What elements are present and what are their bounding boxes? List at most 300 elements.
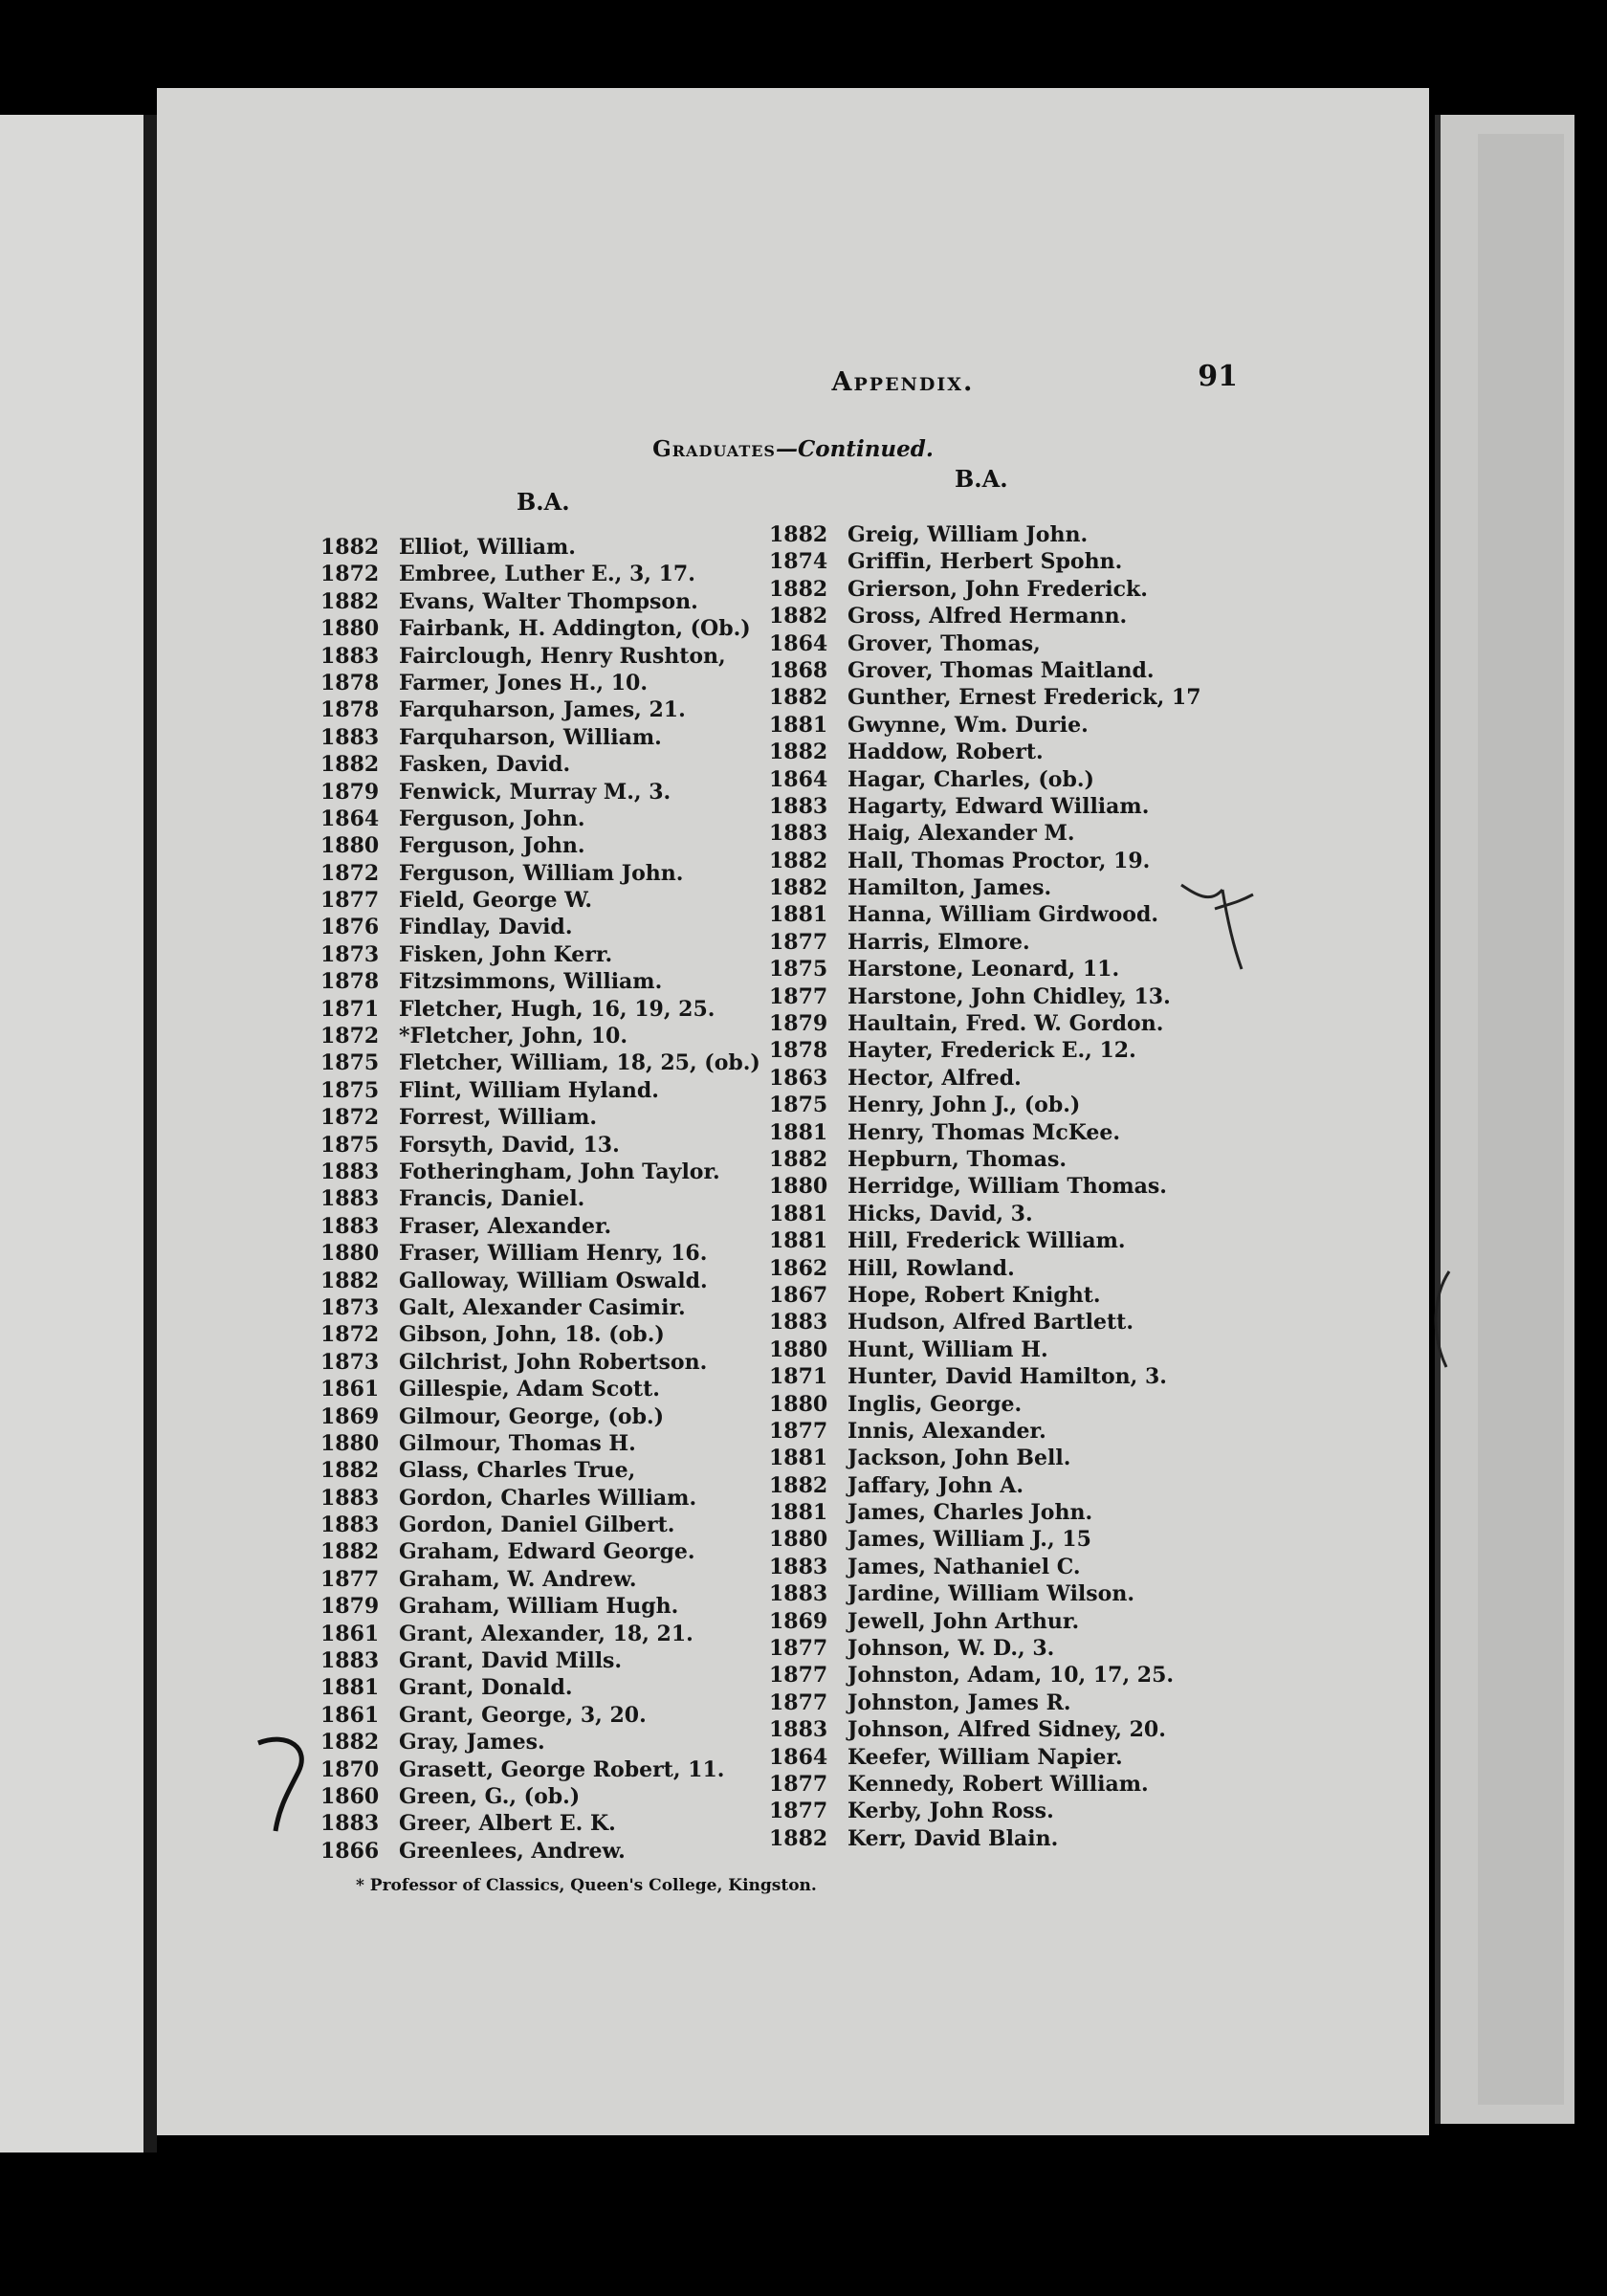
list-item — [769, 657, 1219, 684]
graduation-year: 1872 — [320, 1105, 380, 1131]
graduation-year: 1864 — [769, 1744, 828, 1770]
list-item — [320, 1838, 770, 1865]
list-item — [320, 1647, 770, 1674]
graduate-name: Grant, George, 3, 20. — [399, 1702, 647, 1728]
graduate-name: Grierson, John Frederick. — [848, 576, 1148, 602]
graduate-name: Grover, Thomas Maitland. — [848, 657, 1155, 683]
graduate-name: Forsyth, David, 13. — [399, 1132, 620, 1158]
graduation-year: 1882 — [320, 1730, 380, 1755]
list-item — [769, 1499, 1219, 1526]
graduate-name: Gordon, Daniel Gilbert. — [399, 1512, 675, 1538]
list-item — [769, 1689, 1219, 1716]
list-item — [769, 1065, 1219, 1092]
list-item — [320, 1023, 770, 1049]
list-item — [769, 1173, 1219, 1200]
graduation-year: 1872 — [320, 1024, 380, 1049]
graduation-year: 1881 — [320, 1675, 380, 1701]
list-item — [769, 983, 1219, 1010]
graduate-name: Gilchrist, John Robertson. — [399, 1349, 708, 1375]
graduation-year: 1883 — [320, 1485, 380, 1511]
list-item — [320, 1077, 770, 1104]
graduate-name: Galt, Alexander Casimir. — [399, 1294, 686, 1320]
graduation-year: 1880 — [769, 1174, 828, 1200]
list-item — [320, 1403, 770, 1430]
list-item — [769, 1662, 1219, 1689]
graduation-year: 1883 — [769, 821, 828, 847]
graduate-name: Greer, Albert E. K. — [399, 1811, 616, 1837]
graduation-year: 1882 — [320, 752, 380, 778]
graduate-name: Hall, Thomas Proctor, 19. — [848, 848, 1151, 873]
list-item — [320, 1430, 770, 1457]
footnote: * Professor of Classics, Queen's College, Kingston. — [356, 1876, 817, 1895]
graduate-name: Hayter, Frederick E., 12. — [848, 1038, 1136, 1064]
section-title-continued: —Continued. — [775, 436, 934, 462]
graduate-name: Hagarty, Edward William. — [848, 793, 1150, 819]
graduation-year: 1882 — [769, 875, 828, 901]
graduate-name: Graham, Edward George. — [399, 1539, 695, 1565]
graduate-name: Grant, David Mills. — [399, 1648, 623, 1674]
list-item — [769, 1526, 1219, 1553]
graduate-name: Jackson, John Bell. — [848, 1446, 1071, 1471]
graduation-year: 1881 — [769, 1500, 828, 1526]
graduation-year: 1883 — [769, 793, 828, 819]
graduate-name: Hunter, David Hamilton, 3. — [848, 1364, 1167, 1390]
graduation-year: 1883 — [320, 1159, 380, 1184]
graduation-year: 1882 — [320, 1539, 380, 1565]
graduate-name: Greenlees, Andrew. — [399, 1838, 626, 1864]
graduation-year: 1883 — [320, 1811, 380, 1837]
graduation-year: 1883 — [320, 1213, 380, 1239]
graduate-name: Fletcher, William, 18, 25, (ob.) — [399, 1050, 760, 1076]
list-item — [769, 1771, 1219, 1798]
graduate-name: Herridge, William Thomas. — [848, 1174, 1167, 1200]
list-item — [320, 1810, 770, 1837]
graduation-year: 1877 — [320, 888, 380, 914]
list-item — [320, 1593, 770, 1620]
graduation-year: 1875 — [769, 1093, 828, 1118]
graduation-year: 1864 — [320, 806, 380, 831]
list-item — [769, 1391, 1219, 1418]
list-item — [320, 1512, 770, 1538]
graduate-name: Ferguson, John. — [399, 806, 585, 831]
left-column-heading: B.A. — [517, 488, 570, 516]
graduate-name: Harstone, John Chidley, 13. — [848, 983, 1171, 1009]
graduation-year: 1880 — [320, 616, 380, 642]
graduation-year: 1875 — [769, 957, 828, 982]
list-item — [769, 820, 1219, 847]
page-number: 91 — [1198, 360, 1238, 393]
list-item — [320, 696, 770, 723]
list-item — [320, 941, 770, 968]
graduation-year: 1872 — [320, 860, 380, 886]
graduate-name: Johnston, Adam, 10, 17, 25. — [848, 1663, 1175, 1689]
list-item — [320, 1294, 770, 1321]
list-item — [769, 1716, 1219, 1743]
list-item — [769, 1309, 1219, 1336]
graduation-year: 1882 — [769, 740, 828, 765]
graduate-name: Farmer, Jones H., 10. — [399, 670, 649, 695]
list-item — [320, 1349, 770, 1376]
graduation-year: 1875 — [320, 1050, 380, 1076]
list-item — [769, 1418, 1219, 1445]
graduate-name: Hagar, Charles, (ob.) — [848, 766, 1094, 792]
right-column-list — [769, 521, 1219, 1852]
graduation-year: 1869 — [769, 1608, 828, 1634]
graduate-name: Field, George W. — [399, 888, 593, 914]
list-item — [769, 793, 1219, 820]
graduate-name: Fotheringham, John Taylor. — [399, 1159, 720, 1184]
list-item — [320, 914, 770, 940]
list-item — [320, 724, 770, 751]
graduation-year: 1883 — [320, 1648, 380, 1674]
graduation-year: 1883 — [769, 1581, 828, 1607]
graduation-year: 1883 — [769, 1717, 828, 1743]
left-column-list — [320, 534, 770, 1865]
list-item — [769, 901, 1219, 928]
graduate-name: Ferguson, William John. — [399, 860, 684, 886]
graduation-year: 1880 — [769, 1527, 828, 1553]
graduation-year: 1860 — [320, 1783, 380, 1809]
graduate-name: Inglis, George. — [848, 1391, 1023, 1417]
graduate-name: Haddow, Robert. — [848, 740, 1044, 765]
graduation-year: 1882 — [320, 1268, 380, 1293]
graduation-year: 1861 — [320, 1377, 380, 1402]
adjacent-page-left — [0, 115, 143, 2152]
graduation-year: 1869 — [320, 1403, 380, 1429]
graduate-name: Fisken, John Kerr. — [399, 941, 613, 967]
graduation-year: 1874 — [769, 549, 828, 575]
list-item — [320, 779, 770, 806]
graduation-year: 1877 — [769, 1636, 828, 1662]
graduate-name: Hector, Alfred. — [848, 1065, 1022, 1091]
graduation-year: 1870 — [320, 1756, 380, 1782]
graduate-name: Griffin, Herbert Spohn. — [848, 549, 1123, 575]
graduation-year: 1882 — [320, 1458, 380, 1484]
list-item — [320, 1756, 770, 1783]
list-item — [769, 766, 1219, 793]
graduate-name: Gibson, John, 18. (ob.) — [399, 1322, 665, 1348]
graduation-year: 1876 — [320, 915, 380, 940]
list-item — [769, 1608, 1219, 1635]
graduation-year: 1879 — [320, 779, 380, 805]
graduate-name: Grant, Alexander, 18, 21. — [399, 1621, 693, 1646]
graduation-year: 1881 — [769, 1228, 828, 1254]
graduation-year: 1863 — [769, 1065, 828, 1091]
graduate-name: Gross, Alfred Hermann. — [848, 604, 1128, 629]
graduation-year: 1882 — [769, 1825, 828, 1851]
list-item — [320, 561, 770, 587]
graduate-name: Greig, William John. — [848, 522, 1089, 547]
graduate-name: Johnson, W. D., 3. — [848, 1636, 1055, 1662]
graduation-year: 1880 — [769, 1336, 828, 1362]
list-item — [320, 643, 770, 670]
list-item — [769, 1798, 1219, 1824]
graduate-name: Grasett, George Robert, 11. — [399, 1756, 725, 1782]
graduation-year: 1877 — [320, 1566, 380, 1592]
graduate-name: Evans, Walter Thompson. — [399, 588, 698, 614]
graduate-name: Farquharson, James, 21. — [399, 697, 686, 723]
list-item — [320, 996, 770, 1023]
list-item — [320, 860, 770, 887]
section-title — [157, 436, 1429, 462]
list-item — [769, 521, 1219, 548]
list-item — [320, 588, 770, 615]
list-item — [320, 1674, 770, 1701]
graduate-name: Gilmour, Thomas H. — [399, 1430, 636, 1456]
graduate-name: Galloway, William Oswald. — [399, 1268, 708, 1293]
list-item — [320, 615, 770, 642]
graduate-name: Gwynne, Wm. Durie. — [848, 712, 1089, 738]
list-item — [769, 1744, 1219, 1771]
list-item — [320, 1566, 770, 1593]
graduation-year: 1882 — [769, 1472, 828, 1498]
graduate-name: Henry, Thomas McKee. — [848, 1119, 1121, 1145]
bracket-mark-icon — [251, 1732, 327, 1837]
graduation-year: 1883 — [320, 643, 380, 669]
graduate-name: Embree, Luther E., 3, 17. — [399, 562, 695, 587]
graduation-year: 1877 — [769, 1418, 828, 1444]
graduation-year: 1882 — [320, 535, 380, 560]
list-item — [769, 1282, 1219, 1309]
graduate-name: Fairbank, H. Addington, (Ob.) — [399, 616, 751, 642]
graduation-year: 1880 — [320, 1241, 380, 1267]
graduation-year: 1871 — [320, 996, 380, 1022]
graduate-name: Fairclough, Henry Rushton, — [399, 643, 726, 669]
list-item — [320, 1485, 770, 1512]
graduation-year: 1883 — [320, 1512, 380, 1538]
graduation-year: 1880 — [769, 1391, 828, 1417]
graduation-year: 1871 — [769, 1364, 828, 1390]
graduate-name: Fitzsimmons, William. — [399, 969, 663, 995]
graduate-name: Haultain, Fred. W. Gordon. — [848, 1011, 1164, 1037]
graduate-name: Francis, Daniel. — [399, 1186, 585, 1212]
list-item — [320, 1783, 770, 1810]
graduate-name: Johnston, James R. — [848, 1689, 1071, 1715]
graduate-name: Hanna, William Girdwood. — [848, 902, 1158, 928]
list-item — [769, 1010, 1219, 1037]
graduate-name: Grant, Donald. — [399, 1675, 573, 1701]
right-column-heading: B.A. — [955, 465, 1008, 493]
list-item — [320, 1049, 770, 1076]
graduation-year: 1882 — [769, 848, 828, 873]
graduation-year: 1882 — [320, 588, 380, 614]
list-item — [320, 832, 770, 859]
graduation-year: 1864 — [769, 630, 828, 656]
graduate-name: Gordon, Charles William. — [399, 1485, 697, 1511]
list-item — [320, 1240, 770, 1267]
graduate-name: Hicks, David, 3. — [848, 1201, 1033, 1226]
list-item — [769, 956, 1219, 982]
graduate-name: Jewell, John Arthur. — [848, 1608, 1080, 1634]
graduate-name: Green, G., (ob.) — [399, 1783, 581, 1809]
graduate-name: Farquharson, William. — [399, 724, 662, 750]
graduation-year: 1877 — [769, 1771, 828, 1797]
graduate-name: James, Nathaniel C. — [848, 1554, 1081, 1579]
list-item — [320, 1376, 770, 1402]
graduate-name: *Fletcher, John, 10. — [399, 1024, 628, 1049]
graduate-name: Hunt, William H. — [848, 1336, 1048, 1362]
list-item — [769, 1227, 1219, 1254]
list-item — [320, 1213, 770, 1240]
graduate-name: Fletcher, Hugh, 16, 19, 25. — [399, 996, 715, 1022]
graduate-name: Fasken, David. — [399, 752, 571, 778]
graduation-year: 1866 — [320, 1838, 380, 1864]
graduate-name: Henry, John J., (ob.) — [848, 1093, 1081, 1118]
graduate-name: Grover, Thomas, — [848, 630, 1041, 656]
list-item — [769, 630, 1219, 657]
graduation-year: 1879 — [320, 1594, 380, 1620]
list-item — [769, 576, 1219, 603]
page-gutter — [143, 115, 157, 2152]
list-item — [769, 874, 1219, 901]
graduation-year: 1875 — [320, 1077, 380, 1103]
pencil-mark-icon — [1177, 866, 1263, 981]
list-item — [320, 1104, 770, 1131]
list-item — [769, 712, 1219, 739]
list-item — [769, 684, 1219, 711]
graduate-name: Hudson, Alfred Bartlett. — [848, 1310, 1134, 1336]
list-item — [769, 1554, 1219, 1580]
running-title: Appendix. — [831, 367, 975, 397]
list-item — [320, 1185, 770, 1212]
graduation-year: 1875 — [320, 1132, 380, 1158]
graduate-name: Innis, Alexander. — [848, 1418, 1046, 1444]
graduate-name: Haig, Alexander M. — [848, 821, 1075, 847]
graduation-year: 1864 — [769, 766, 828, 792]
graduate-name: Kennedy, Robert William. — [848, 1771, 1149, 1797]
list-item — [769, 1336, 1219, 1363]
graduate-name: Hope, Robert Knight. — [848, 1282, 1101, 1308]
graduate-name: Johnson, Alfred Sidney, 20. — [848, 1717, 1166, 1743]
graduation-year: 1878 — [320, 670, 380, 695]
list-item — [769, 739, 1219, 765]
graduate-name: Jardine, William Wilson. — [848, 1581, 1134, 1607]
list-item — [320, 670, 770, 696]
graduate-name: Flint, William Hyland. — [399, 1077, 659, 1103]
page-header — [157, 360, 1429, 411]
graduate-name: Ferguson, John. — [399, 833, 585, 859]
graduation-year: 1882 — [769, 604, 828, 629]
graduation-year: 1883 — [320, 1186, 380, 1212]
graduation-year: 1882 — [769, 1146, 828, 1172]
list-item — [769, 1580, 1219, 1607]
list-item — [769, 1146, 1219, 1173]
list-item — [769, 1037, 1219, 1064]
list-item — [769, 929, 1219, 956]
graduate-name: Graham, W. Andrew. — [399, 1566, 637, 1592]
graduation-year: 1883 — [769, 1554, 828, 1579]
graduation-year: 1878 — [320, 697, 380, 723]
graduation-year: 1873 — [320, 1349, 380, 1375]
list-item — [320, 1702, 770, 1729]
graduation-year: 1881 — [769, 712, 828, 738]
graduate-name: James, Charles John. — [848, 1500, 1093, 1526]
graduate-name: Hill, Rowland. — [848, 1255, 1015, 1281]
graduate-name: Harstone, Leonard, 11. — [848, 957, 1120, 982]
graduate-name: Hill, Frederick William. — [848, 1228, 1126, 1254]
list-item — [320, 1132, 770, 1159]
list-item — [320, 1729, 770, 1755]
graduate-name: Glass, Charles True, — [399, 1458, 636, 1484]
graduate-name: Kerby, John Ross. — [848, 1799, 1054, 1824]
list-item — [769, 548, 1219, 575]
graduation-year: 1862 — [769, 1255, 828, 1281]
graduation-year: 1877 — [769, 1799, 828, 1824]
graduate-name: Gilmour, George, (ob.) — [399, 1403, 665, 1429]
list-item — [320, 968, 770, 995]
graduation-year: 1880 — [320, 1430, 380, 1456]
graduation-year: 1868 — [769, 657, 828, 683]
graduate-name: Hamilton, James. — [848, 875, 1052, 901]
list-item — [769, 1201, 1219, 1227]
list-item — [320, 1268, 770, 1294]
graduate-name: Forrest, William. — [399, 1105, 598, 1131]
graduation-year: 1880 — [320, 833, 380, 859]
adjacent-page-right-inner — [1478, 134, 1564, 2105]
list-item — [769, 1092, 1219, 1118]
graduate-name: Keefer, William Napier. — [848, 1744, 1123, 1770]
graduation-year: 1881 — [769, 1446, 828, 1471]
list-item — [769, 1255, 1219, 1282]
graduation-year: 1883 — [769, 1310, 828, 1336]
graduate-name: Fenwick, Murray M., 3. — [399, 779, 671, 805]
graduate-name: Kerr, David Blain. — [848, 1825, 1059, 1851]
graduation-year: 1878 — [769, 1038, 828, 1064]
list-item — [769, 1825, 1219, 1852]
graduation-year: 1879 — [769, 1011, 828, 1037]
list-item — [320, 806, 770, 832]
list-item — [320, 751, 770, 778]
list-item — [320, 534, 770, 561]
graduate-name: Fraser, William Henry, 16. — [399, 1241, 708, 1267]
list-item — [320, 1159, 770, 1185]
graduation-year: 1861 — [320, 1621, 380, 1646]
graduation-year: 1861 — [320, 1702, 380, 1728]
list-item — [320, 887, 770, 914]
graduation-year: 1873 — [320, 941, 380, 967]
list-item — [769, 1445, 1219, 1471]
graduation-year: 1883 — [320, 724, 380, 750]
graduate-name: Gillespie, Adam Scott. — [399, 1377, 660, 1402]
graduation-year: 1882 — [769, 685, 828, 711]
graduate-name: Harris, Elmore. — [848, 929, 1030, 955]
graduation-year: 1881 — [769, 902, 828, 928]
list-item — [769, 1635, 1219, 1662]
list-item — [320, 1538, 770, 1565]
graduate-name: Jaffary, John A. — [848, 1472, 1024, 1498]
graduation-year: 1872 — [320, 562, 380, 587]
graduation-year: 1867 — [769, 1282, 828, 1308]
graduation-year: 1878 — [320, 969, 380, 995]
graduation-year: 1882 — [769, 522, 828, 547]
graduate-name: Gunther, Ernest Frederick, 17 — [848, 685, 1201, 711]
list-item — [320, 1321, 770, 1348]
graduation-year: 1877 — [769, 929, 828, 955]
graduate-name: James, William J., 15 — [848, 1527, 1091, 1553]
graduate-name: Elliot, William. — [399, 535, 576, 560]
graduation-year: 1882 — [769, 576, 828, 602]
list-item — [769, 1119, 1219, 1146]
list-item — [769, 1472, 1219, 1499]
graduation-year: 1877 — [769, 1663, 828, 1689]
list-item — [769, 848, 1219, 874]
graduate-name: Gray, James. — [399, 1730, 545, 1755]
graduation-year: 1881 — [769, 1201, 828, 1226]
graduation-year: 1877 — [769, 1689, 828, 1715]
graduation-year: 1881 — [769, 1119, 828, 1145]
graduation-year: 1877 — [769, 983, 828, 1009]
list-item — [769, 603, 1219, 629]
